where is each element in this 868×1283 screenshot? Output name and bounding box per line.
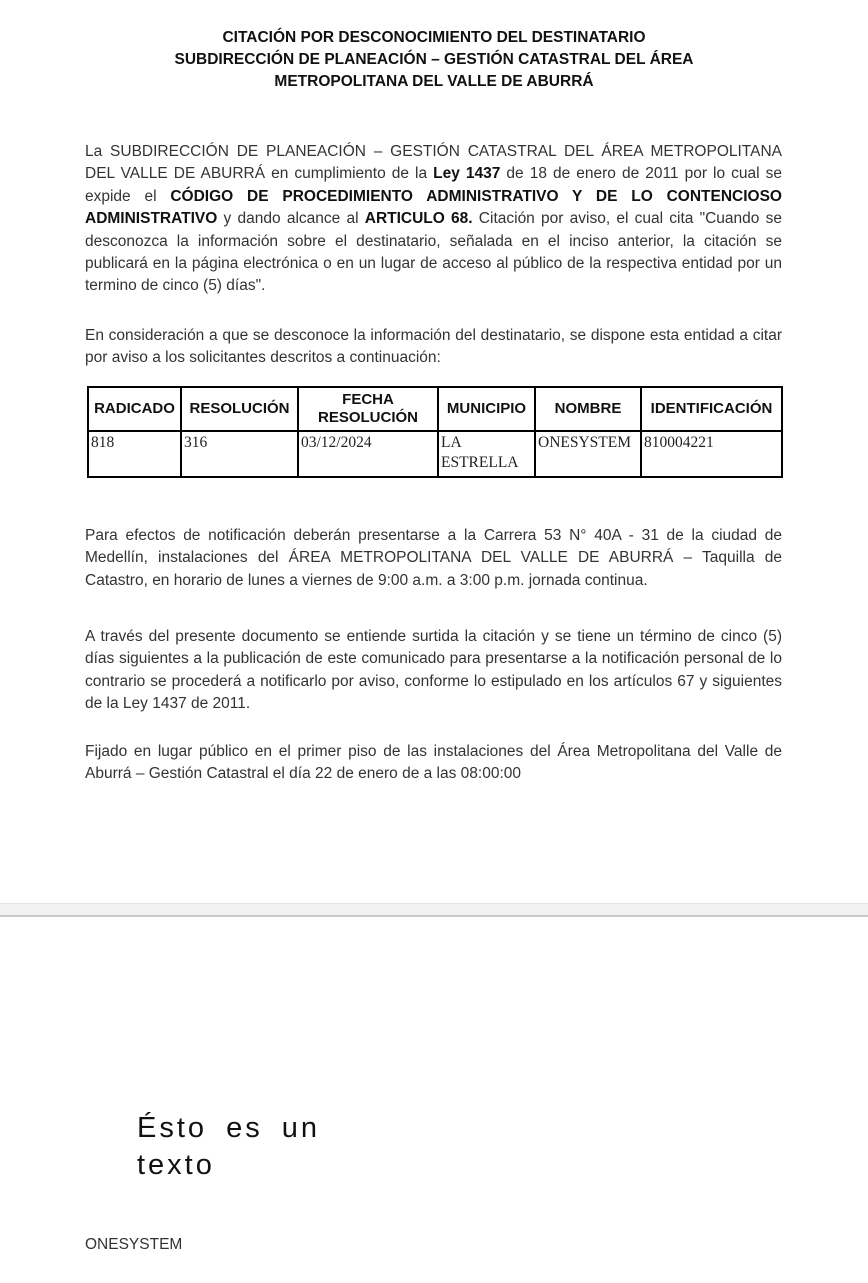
title-line-1: CITACIÓN POR DESCONOCIMIENTO DEL DESTINATARIO — [222, 29, 646, 46]
paragraph-segment-bold-articulo: ARTICULO 68. — [364, 210, 473, 228]
footer-company-text: ONESYSTEM — [85, 1236, 183, 1253]
paragraph-posting-notice: Fijado en lugar público en el primer piso de las instalaciones del Área Metropolitana del Valle de Aburrá – Gestión Catastral el día 22 de enero de a las 08:00:00 — [85, 743, 782, 783]
table-header-resolucion: RESOLUCIÓN — [181, 387, 298, 431]
paragraph-segment-bold-ley: Ley 1437 — [433, 165, 501, 183]
citations-table — [87, 386, 783, 478]
paragraph-citation-law — [85, 141, 782, 298]
table-header-radicado: RADICADO — [88, 387, 181, 431]
paragraph-segment: Citación por aviso, el cual cita "Cuando se desconozca la información sobre el destinatario, señalada en el inciso anterior, la citación se publicará en la página electrónica o en un lugar de acceso al público de la respectiva entidad por un termino de cinco (5) días". — [85, 210, 782, 295]
paragraph-segment: de 18 de enero de 2011 por lo cual se expide el — [85, 165, 782, 205]
cell-nombre: ONESYSTEM — [535, 431, 641, 477]
table-header-nombre: NOMBRE — [535, 387, 641, 431]
table-row — [88, 431, 782, 477]
table-header-municipio: MUNICIPIO — [438, 387, 535, 431]
paragraph-segment: La SUBDIRECCIÓN DE PLANEACIÓN – GESTIÓN CATASTRAL DEL ÁREA METROPOLITANA DEL VALLE DE ABURRÁ en cumplimiento de la — [85, 143, 782, 183]
title-line-2: SUBDIRECCIÓN DE PLANEACIÓN – GESTIÓN CATASTRAL DEL ÁREA — [174, 51, 694, 68]
title-line-3: METROPOLITANA DEL VALLE DE ABURRÁ — [274, 73, 594, 90]
paragraph-term-notice: A través del presente documento se entiende surtida la citación y se tiene un término de cinco (5) días siguientes a la publicación de este comunicado para presentarse a la notificación personal de lo contrario se procederá a notificarlo por aviso, conforme lo estipulado en los artículos 67 y siguientes de la Ley 1437 de 2011. — [85, 628, 782, 713]
paragraph-consideration: En consideración a que se desconoce la información del destinatario, se dispone esta entidad a citar por aviso a los solicitantes descritos a continuación: — [85, 327, 782, 367]
paragraph-segment: y dando alcance al — [217, 210, 365, 228]
cell-identificacion: 810004221 — [641, 431, 782, 477]
table-header-row — [88, 387, 782, 431]
table-header-identificacion: IDENTIFICACIÓN — [641, 387, 782, 431]
paragraph-segment-bold-codigo: CÓDIGO DE PROCEDIMIENTO ADMINISTRATIVO Y DE LO CONTENCIOSO ADMINISTRATIVO — [85, 187, 782, 228]
cell-resolucion: 316 — [181, 431, 298, 477]
cell-radicado: 818 — [88, 431, 181, 477]
cell-fecha-resolucion: 03/12/2024 — [298, 431, 438, 477]
page-title — [0, 27, 868, 93]
cell-municipio: LA ESTRELLA — [438, 431, 535, 477]
big-text: Ésto es un texto — [137, 1112, 321, 1181]
table-header-fecha-resolucion: FECHA RESOLUCIÓN — [298, 387, 438, 431]
paragraph-notification-address: Para efectos de notificación deberán presentarse a la Carrera 53 N° 40A - 31 de la ciudad de Medellín, instalaciones del ÁREA METROPOLITANA DEL VALLE DE ABURRÁ – Taquilla de Catastro, en horario de lunes a viernes de 9:00 a.m. a 3:00 p.m. jornada continua. — [85, 527, 782, 589]
page-separator — [0, 903, 868, 917]
